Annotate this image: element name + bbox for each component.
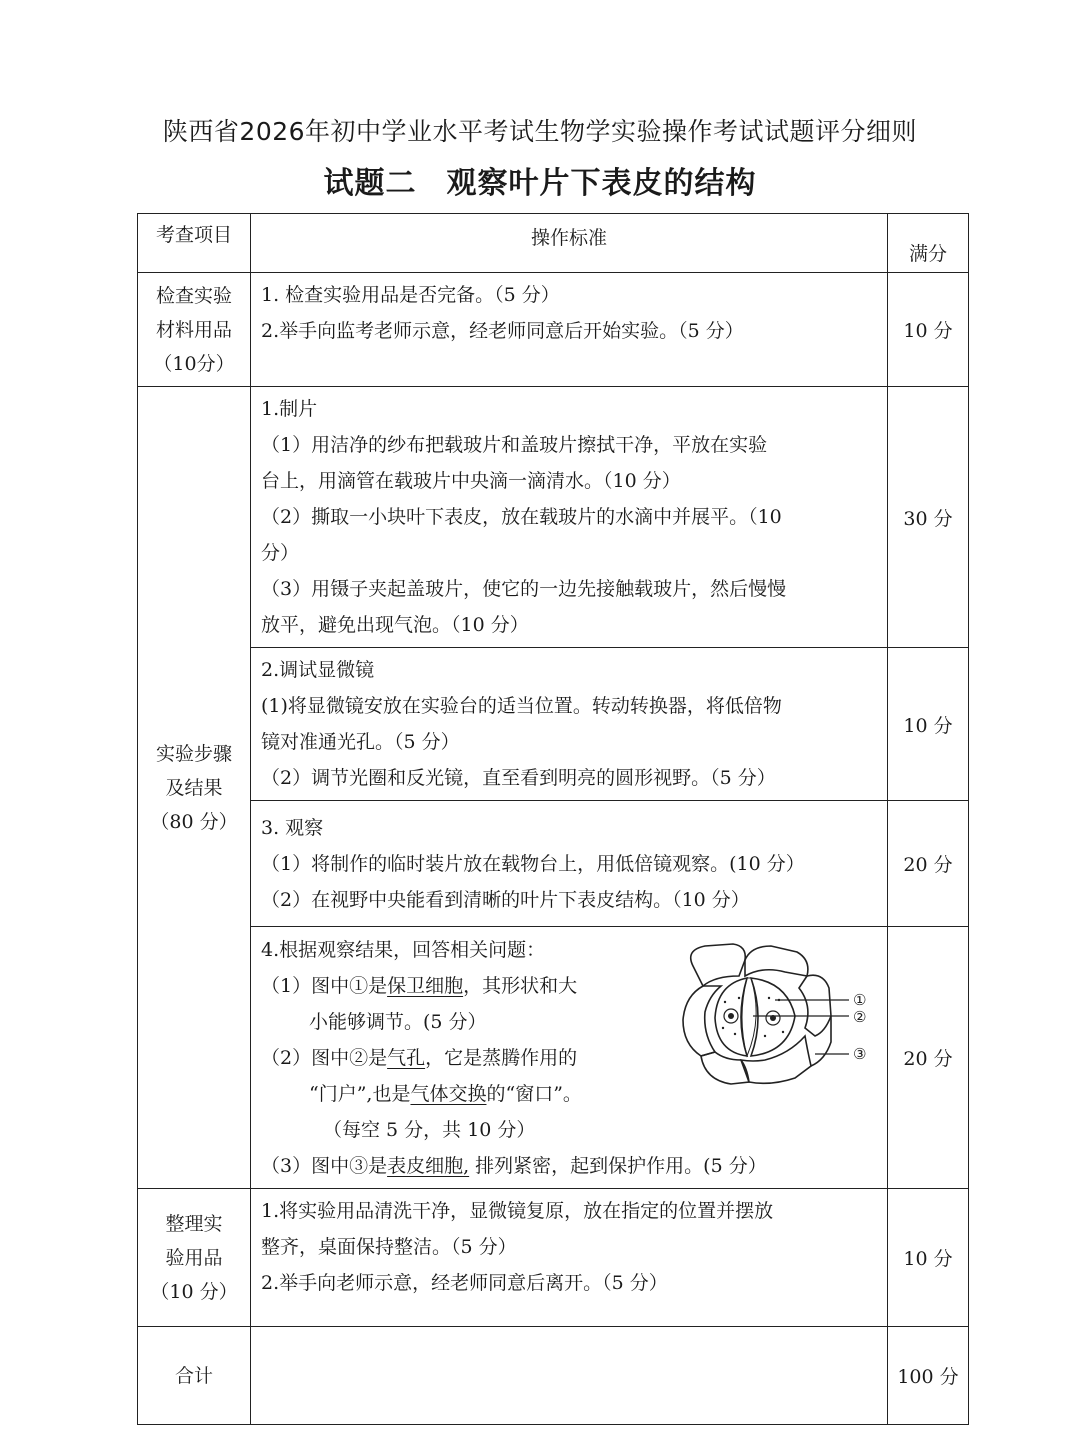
q1-continuation: 小能够调节。(5 分） [309, 1010, 487, 1033]
step4-intro: 4.根据观察结果，回答相关问题： [261, 938, 546, 961]
q3-answer: 表皮细胞, [387, 1154, 470, 1177]
epidermal-cell-outline [799, 975, 831, 1036]
standard-line: 分） [261, 542, 300, 564]
step2-score: 10 分 [888, 648, 969, 801]
section-tidy-name [138, 1189, 251, 1327]
row-step2-microscope [138, 648, 969, 801]
header-row [138, 214, 969, 273]
section-name-line: 验用品 [165, 1246, 223, 1269]
q1-prefix: （1）图中①是 [261, 974, 388, 997]
figure-label-3: ③ [853, 1044, 867, 1063]
standard-line: 2.举手向老师示意，经老师同意后离开。（5 分） [261, 1272, 668, 1294]
row-tidy-materials [138, 1189, 969, 1327]
header-score: 满分 [888, 214, 969, 273]
scoring-table [137, 213, 969, 1425]
standard-line: 镜对准通光孔。（5 分） [261, 731, 460, 753]
section-name-line: （10 分） [150, 1280, 238, 1303]
standard-line: （1）用洁净的纱布把载玻片和盖玻片擦拭干净，平放在实验 [261, 434, 768, 456]
question-name: 观察叶片下表皮的结构 [446, 166, 757, 201]
q1-answer: 保卫细胞 [387, 974, 464, 997]
document-title: 陕西省2026年初中学业水平考试生物学实验操作考试试题评分细则 [162, 117, 918, 146]
row-check-materials [138, 273, 969, 387]
header-item: 考查项目 [138, 214, 251, 273]
standard-line: 1.制片 [261, 398, 318, 420]
step3-score: 20 分 [888, 801, 969, 927]
total-score: 100 分 [888, 1327, 969, 1425]
section-steps-name [138, 387, 251, 1189]
standard-line: （2）撕取一小块叶下表皮，放在载玻片的水滴中并展平。（10 [261, 506, 782, 528]
q3-suffix: 排列紧密，起到保护作用。(5 分） [469, 1154, 767, 1177]
q2-cont-suffix: 的“窗口”。 [486, 1082, 582, 1105]
section-name-line: 检查实验 [155, 284, 232, 307]
q2-suffix: ，它是蒸腾作用的 [425, 1046, 578, 1069]
standard-line: （3）用镊子夹起盖玻片，使它的一边先接触载玻片，然后慢慢 [261, 578, 787, 600]
q3-line [261, 1148, 877, 1184]
figure-label-2: ② [853, 1007, 867, 1026]
q2-cont-answer: 气体交换 [410, 1082, 487, 1105]
section-tidy-standard [251, 1189, 888, 1327]
standard-line: 整齐，桌面保持整洁。（5 分） [261, 1236, 517, 1258]
question-title [0, 162, 1080, 206]
section-name-line: 整理实 [165, 1212, 223, 1235]
stomata-figure [675, 936, 875, 1096]
q2-note: （每空 5 分，共 10 分） [323, 1118, 536, 1141]
epidermal-cell-outline [701, 1052, 749, 1084]
q2-cont-prefix: “门户”,也是 [309, 1082, 411, 1105]
section-check-score: 10 分 [888, 273, 969, 387]
epidermal-cell-outline [691, 944, 746, 986]
figure-label-1: ① [853, 990, 867, 1009]
section-name-line: （80 分） [150, 810, 238, 833]
section-tidy-score: 10 分 [888, 1189, 969, 1327]
step1-score: 30 分 [888, 387, 969, 648]
section-name-line: 及结果 [165, 776, 223, 799]
step2-standard [251, 648, 888, 801]
section-check-standard [251, 273, 888, 387]
epidermal-cell-outline [745, 946, 808, 976]
header-standard: 操作标准 [251, 214, 888, 273]
section-name-line: （10分） [153, 352, 235, 375]
q2-answer: 气孔 [387, 1046, 426, 1069]
row-step4-questions [138, 927, 969, 1189]
standard-line: 3. 观察 [261, 816, 324, 839]
standard-line: 2.调试显微镜 [261, 659, 375, 681]
section-check-name [138, 273, 251, 387]
step1-standard [251, 387, 888, 648]
step4-score: 20 分 [888, 927, 969, 1189]
question-number: 试题二 [323, 166, 417, 201]
row-step3-observe [138, 801, 969, 927]
row-step1-slide [138, 387, 969, 648]
standard-line: 台上，用滴管在载玻片中央滴一滴清水。（10 分） [261, 470, 681, 492]
standard-line: （2）调节光圈和反光镜，直至看到明亮的圆形视野。（5 分） [261, 767, 776, 789]
step4-standard [251, 927, 888, 1189]
standard-line: （1）将制作的临时装片放在载物台上，用低倍镜观察。(10 分） [261, 852, 805, 875]
section-name-line: 实验步骤 [155, 742, 232, 765]
standard-line: 1. 检查实验用品是否完备。（5 分） [261, 284, 560, 306]
standard-line: 2.举手向监考老师示意，经老师同意后开始实验。（5 分） [261, 320, 744, 342]
step4-content [261, 932, 877, 1184]
q2-prefix: （2）图中②是 [261, 1046, 388, 1069]
standard-line: （2）在视野中央能看到清晰的叶片下表皮结构。（10 分） [261, 888, 750, 911]
standard-line: (1)将显微镜安放在实验台的适当位置。转动转换器，将低倍物 [261, 695, 782, 717]
q3-prefix: （3）图中③是 [261, 1154, 388, 1177]
standard-line: 1.将实验用品清洗干净，显微镜复原，放在指定的位置并摆放 [261, 1200, 774, 1222]
q1-suffix: ，其形状和大 [463, 974, 578, 997]
nucleus-dot [728, 1013, 734, 1019]
row-total [138, 1327, 969, 1425]
section-name-line: 材料用品 [155, 318, 232, 341]
standard-line: 放平，避免出现气泡。（10 分） [261, 614, 529, 636]
total-label: 合计 [138, 1327, 251, 1425]
total-empty [251, 1327, 888, 1425]
step3-standard [251, 801, 888, 927]
